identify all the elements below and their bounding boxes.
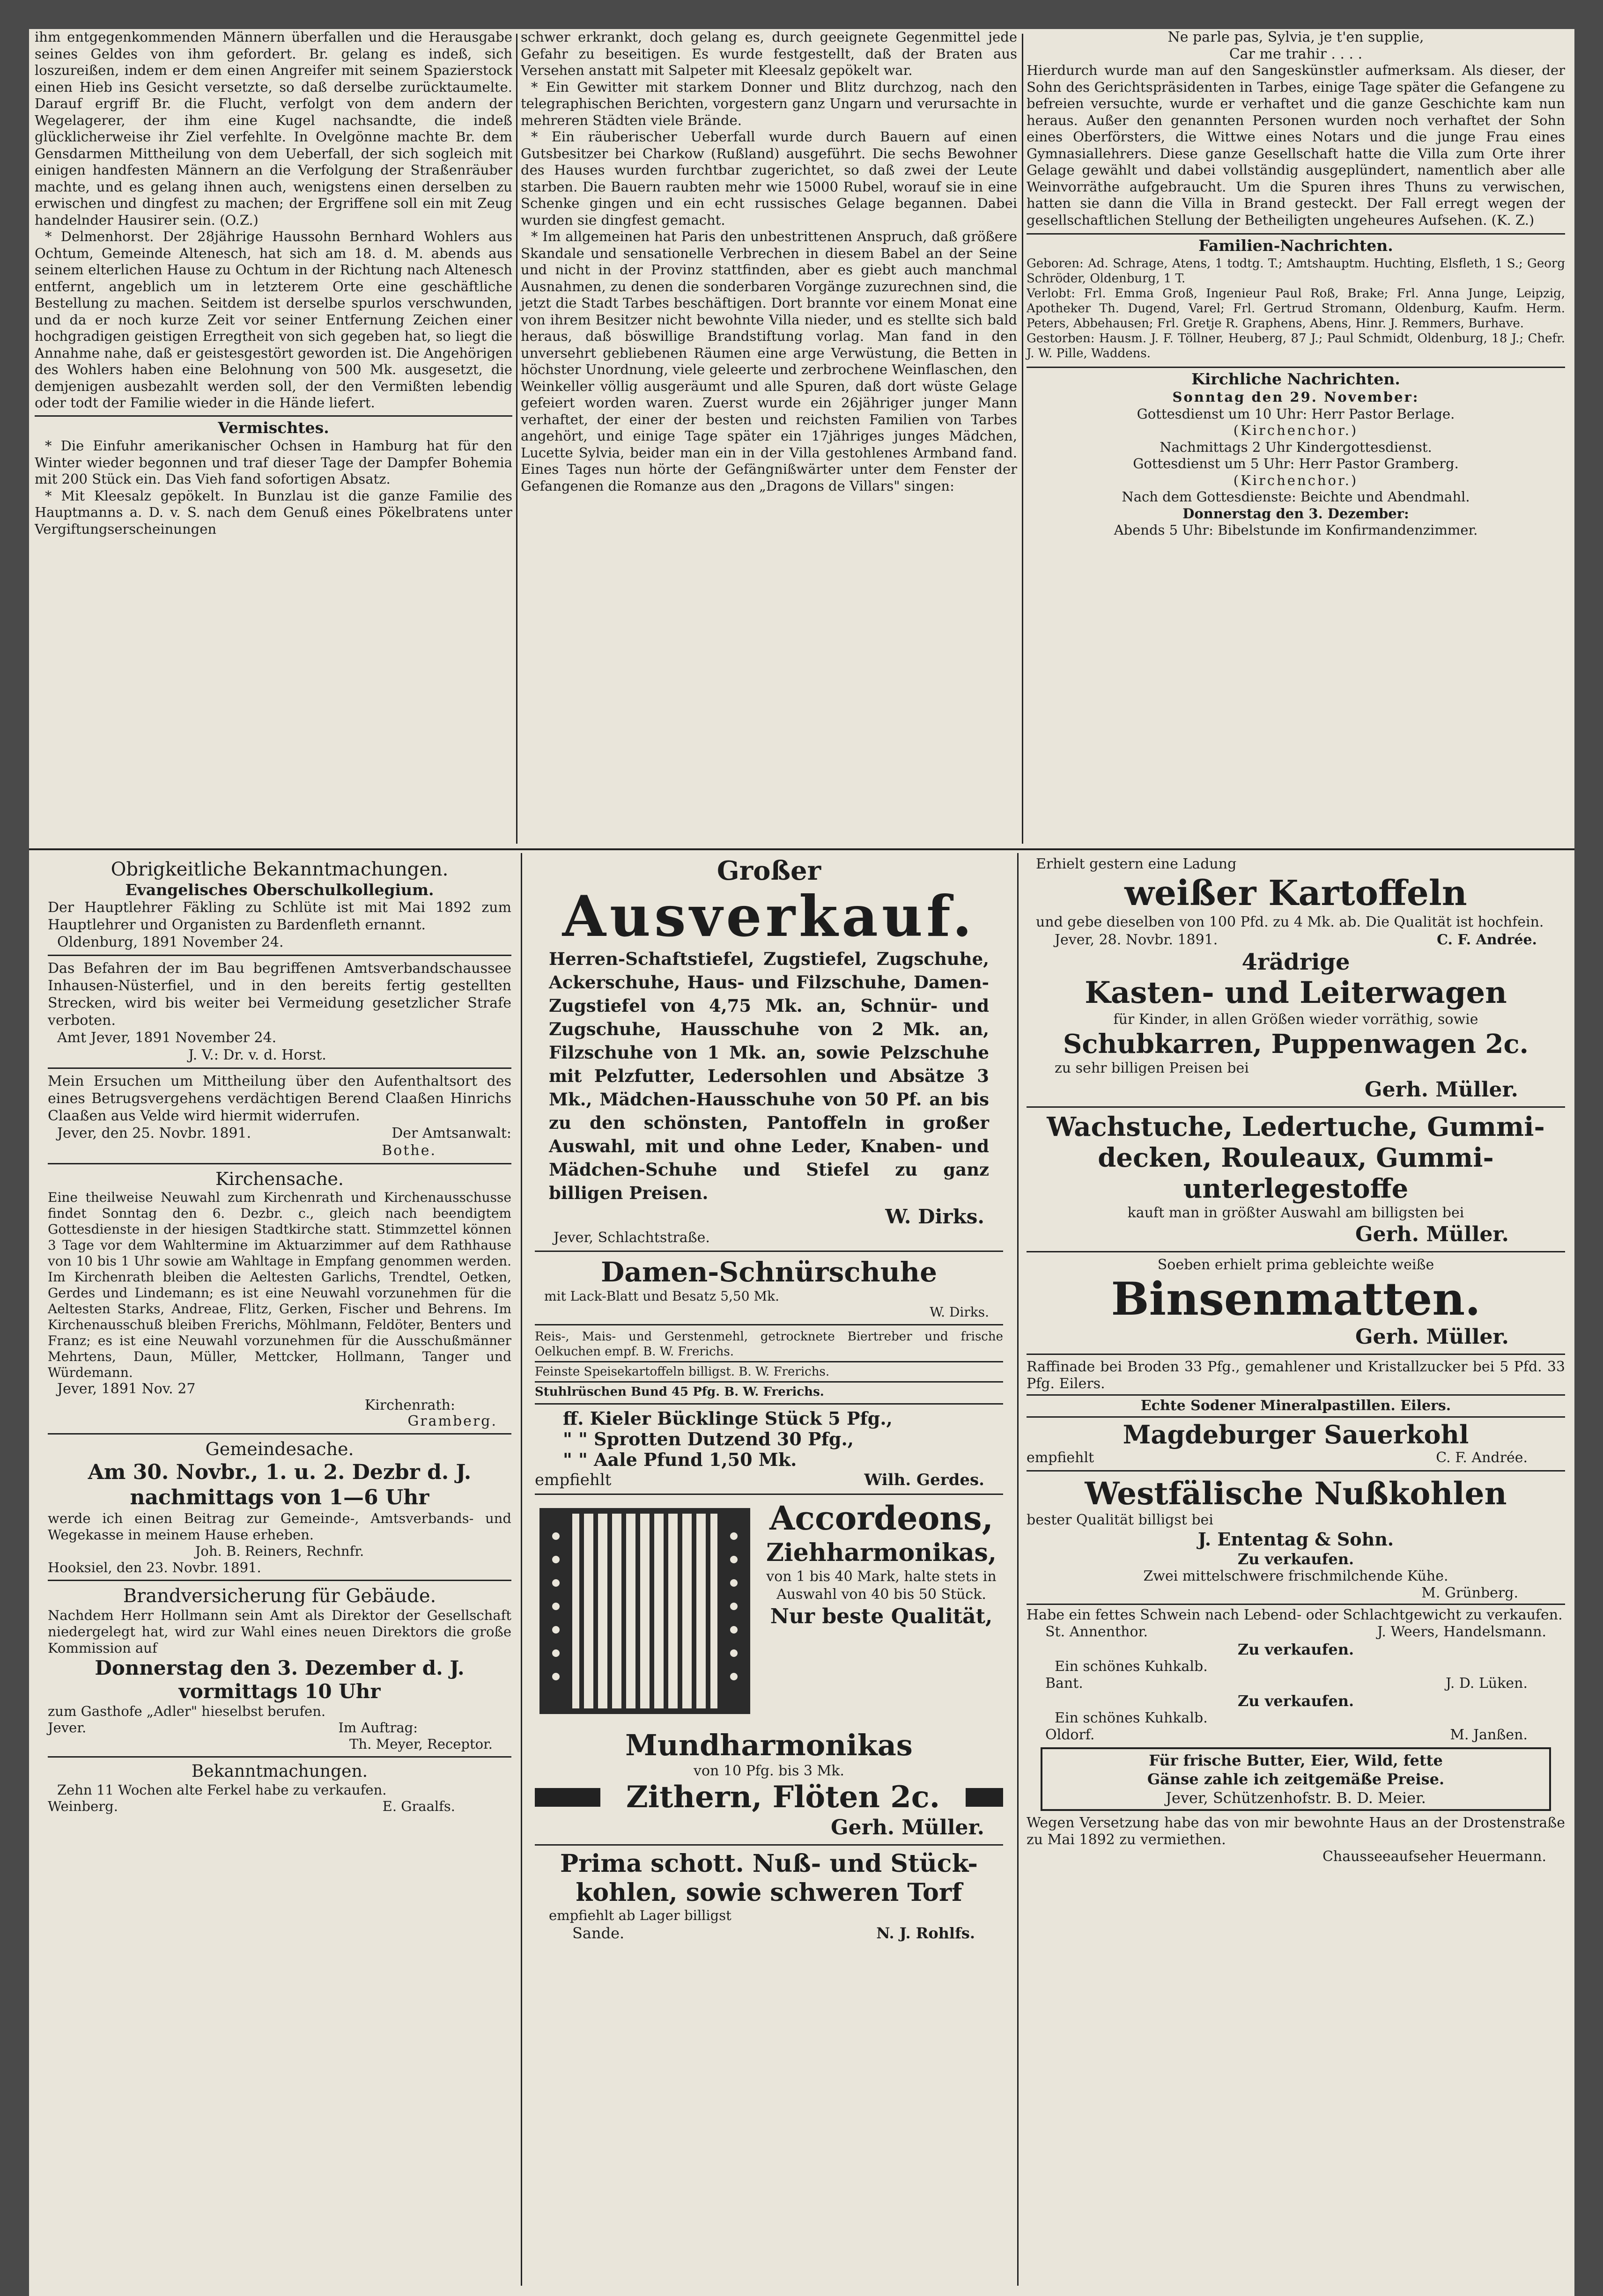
article-paragraph: Hierdurch wurde man auf den Sangeskünstler aufmerksam. Als dieser, der Sohn des Gerichtspräsidenten in Tarbes, einige Tage später die Gefangene zu befreien versuchte, wurde er verhaftet und die ganze Geschichte kam nun heraus. Außer den genannten Personen wurden noch verhaftet der Sohn eines Oberförsters, die Wittwe eines Notars und die junge Frau eines Gymnasiallehrers. Diese ganze Gesellschaft hatte die Villa zum Orte ihrer Gelage gewählt und dabei vollständig ausgeplündert, namentlich aber alle Weinvorräthe aufgebraucht. Um die Spuren ihres Thuns zu verwischen, hatten sie dann die Villa in Brand gesteckt. Der Fall erregt wegen der gesellschaftlichen Stellung der Betheiligten ungeheures Aufsehen. (K. Z.) [1027,62,1565,228]
quality-text: Nur beste Qualität, [770,1604,993,1628]
prima-text: empfiehlt ab Lager billigst [549,1907,731,1923]
prima-title-2: kohlen, sowie schweren Torf [576,1878,962,1907]
ev-date: Oldenburg, 1891 November 24. [57,934,284,950]
zieh-title: Ziehharmonikas, [766,1538,997,1567]
schubkarren-text: zu sehr billigen Preisen bei [1055,1060,1249,1076]
ausverkauf-title: Ausverkauf. [562,883,976,949]
church-line: (Kirchenchor.) [1233,422,1359,438]
dirks-place: Jever, Schlachtstraße. [554,1229,710,1246]
prima-sign: N. J. Rohlfs. [876,1924,975,1942]
article-paragraph: * Ein Gewitter mit starkem Donner und Blitz durchzog, nach den telegraphischen Berichten, vorgestern ganz Ungarn und verursachte in mehreren Städten viele Brände. [521,79,1017,128]
church-line: (Kirchenchor.) [1233,472,1359,488]
wachstuche-title-2: decken, Rouleaux, Gummi- [1098,1142,1494,1173]
gemeindesache-heading: Gemeindesache. [205,1439,354,1459]
kirchensache-heading: Kirchensache. [215,1169,344,1189]
kirchensache-sign: Kirchenrath: [364,1397,455,1413]
column-rule [516,34,517,844]
accordeons-title: Accordeons, [769,1499,993,1538]
amt-date: Amt Jever, 1891 November 24. [57,1030,277,1046]
schwein-text: Habe ein fettes Schwein nach Lebend- oder Schlachtgewicht zu verkaufen. [1027,1607,1563,1623]
ersuchen-sign: Der Amtsanwalt: [392,1125,511,1141]
decorative-bar [535,1788,600,1807]
verkaufen-heading: Zu verkaufen. [1237,1550,1354,1568]
verkaufen-sign: J. D. Lüken. [1446,1675,1528,1692]
kartoffeln-sign: C. F. Andrée. [1437,932,1537,948]
article-paragraph: ihm entgegenkommenden Männern überfallen und die Herausgabe seines Geldes von ihm gefordert. Br. gelang es indeß, sich loszureißen, indem er dem einen Angreifer mit seinem Spazierstock einen Hieb ins Gesicht versetzte, so daß derselbe zurücktaumelte. Darauf ergriff Br. die Flucht, verfolgt von dem andern der Wegelagerer, der ihm eine Kugel nachsandte, die indeß glücklicherweise ihr Ziel verfehlte. In Ovelgönne machte Br. dem Gensdarmen Mittheilung von dem Ueberfall, der sich sogleich mit einigen handfesten Männern an die Verfolgung der Straßenräuber machte, und es gelang ihnen auch, wenigstens einen derselben zu erwischen und dingfest zu machen; der Ergriffene soll ein mit Zeug handelnder Hausirer sein. (O.Z.) [35,29,512,228]
kirchensache-sign-name: Gramberg. [407,1413,497,1429]
official-announcements-heading: Obrigkeitliche Bekanntmachungen. [111,859,449,880]
wachstuche-text: kauft man in größter Auswahl am billigsten bei [1127,1205,1464,1221]
decorative-bar [966,1788,1003,1807]
poem-line: Ne parle pas, Sylvia, je t'en supplie, [1167,29,1424,45]
dirks-sign: W. Dirks. [885,1205,984,1228]
verkaufen-sign: M. Grünberg. [1421,1585,1518,1601]
article-paragraph: * Ein räuberischer Ueberfall wurde durch Bauern auf einen Gutsbesitzer bei Charkow (Rußland) ausgeführt. Die sechs Bewohner des Hauses wurden furchtbar zugerichtet, so daß zwei der Leute starben. Die Bauern raubten mehr wie 15000 Rubel, worauf sie in eine Schenke gingen und ein echt russisches Gelage begannen. Dabei wurden sie dingfest gemacht. [521,129,1017,228]
kartoffeln-title: weißer Kartoffeln [1124,873,1467,913]
family-deaths: Gestorben: Hausm. J. F. Töllner, Heuberg, 87 J.; Paul Schmidt, Oldenburg, 18 J.; Chefr. J. W. Pille, Waddens. [1027,331,1565,361]
family-births: Geboren: Ad. Schrage, Atens, 1 todtg. T.; Amtshauptm. Huchting, Elsfleth, 1 S.; Georg Schröder, Oldenburg, 1 T. [1027,256,1565,286]
accordion-ad [535,1499,1003,1742]
sauerkohl-title: Magdeburger Sauerkohl [1123,1420,1469,1450]
article-paragraph: * Mit Kleesalz gepökelt. In Bunzlau ist die ganze Familie des Hauptmanns a. D. v. S. nach dem Genuß eines Pökelbratens unter Vergiftungserscheinungen [35,487,512,537]
verkaufen-place: Oldorf. [1045,1727,1095,1743]
schwein-place: St. Annenthor. [1045,1624,1148,1640]
mueller-sign: Gerh. Müller. [1355,1325,1509,1349]
church-line: Gottesdienst um 5 Uhr: Herr Pastor Gramberg. [1133,456,1459,471]
article-paragraph: * Delmenhorst. Der 28jährige Haussohn Bernhard Wohlers aus Ochtum, Gemeinde Altenesch, hat sich am 18. d. M. abends aus seinem elterlichen Hause zu Ochtum in der Richtung nach Altenesch entfernt, angeblich um in letzterem Orte eine geschäftliche Bestellung zu machen. Seitdem ist derselbe spurlos verschwunden, und da er noch kurze Zeit vor seiner Entfernung Zeichen einer hochgradigen geistigen Erregtheit von sich gegeben hat, so liegt die Annahme nahe, daß er geistesgestört geworden ist. Die Angehörigen des Wohlers haben eine Belohnung von 500 Mk. ausgesetzt, die demjenigen ausbezahlt werden soll, der den Vermißten lebendig oder todt der Familie wieder in die Hände liefert. [35,228,512,411]
raedrige-title: 4rädrige [1241,949,1350,975]
top-column-2 [521,29,1017,494]
church-line: Abends 5 Uhr: Bibelstunde im Konfirmandenzimmer. [1114,522,1478,538]
kieler-line: ff. Kieler Bücklinge Stück 5 Pfg., [563,1408,893,1429]
gemeindesache-text: werde ich einen Beitrag zur Gemeinde-, Amtsverbands- und Wegekasse in meinem Hause erheben. [48,1510,511,1543]
wachstuche-title-3: unterlegestoffe [1183,1173,1409,1204]
ersuchen-sign-name: Bothe. [382,1142,436,1159]
gemeindesache-sign: Joh. B. Reiners, Rechnfr. [195,1543,364,1559]
bekanntmachungen-heading: Bekanntmachungen. [191,1762,368,1781]
kartoffeln-text: und gebe dieselben von 100 Pfd. zu 4 Mk. ab. Die Qualität ist hochfein. [1036,914,1544,930]
church-line: Nachmittags 2 Uhr Kindergottesdienst. [1160,439,1432,455]
reis-text: Reis-, Mais- und Gerstenmehl, getrocknete Biertreber und frische Oelkuchen empf. B. W. Frerichs. [535,1330,1003,1359]
ausverkauf-text: Herren-Schaftstiefel, Zugstiefel, Zugschuhe, Ackerschuhe, Haus- und Filzschuhe, Damen-Zugstiefel von 4,75 Mk. an, Schnür- und Zugschuhe, Hausschuhe von 2 Mk. an, Filzschuhe von 1 Mk. an, sowie Pelzschuhe mit Pelzfutter, Ledersohlen und Absätze 3 Mk., Mädchen-Hausschuhe von 50 Pf. an bis zu den schönsten, Pantoffeln in großer Auswahl, mit und ohne Leder, Knaben- und Mädchen-Schuhe und Stiefel zu ganz billigen Preisen. [549,949,989,1203]
nusskohlen-text: bester Qualität billigst bei [1027,1512,1213,1528]
sauerkohl-sign: C. F. Andrée. [1436,1450,1528,1466]
schwein-sign: J. Weers, Handelsmann. [1377,1624,1546,1640]
verkaufen-heading: Zu verkaufen. [1237,1692,1354,1710]
kieler-sign: Wilh. Gerdes. [864,1471,984,1489]
brand-place: Jever. [48,1720,87,1736]
stuhl-text: Stuhlrüschen Bund 45 Pfg. B. W. Frerichs. [535,1385,824,1399]
church-line: Gottesdienst um 10 Uhr: Herr Pastor Berlage. [1137,405,1455,422]
column-rule [1017,853,1019,2286]
prima-place: Sande. [572,1924,625,1942]
versetzung-text: Wegen Versetzung habe das von mir bewohnte Haus an der Drostenstraße zu Mai 1892 zu vermiethen. [1027,1815,1565,1848]
nusskohlen-sign: J. Ententag & Sohn. [1197,1529,1394,1550]
verkaufen-text: Ein schönes Kuhkalb. [1055,1710,1208,1726]
bekannt-sign: E. Graalfs. [382,1798,455,1814]
ersuchen-date: Jever, den 25. Novbr. 1891. [57,1125,251,1141]
nusskohlen-title: Westfälische Nußkohlen [1085,1475,1507,1512]
gemeindesache-place: Hooksiel, den 23. Novbr. 1891. [48,1560,261,1575]
article-paragraph: * Die Einfuhr amerikanischer Ochsen in Hamburg hat für den Winter wieder begonnen und traf dieser Tage der Dampfer Bohemia mit 200 Stück ein. Das Vieh fand sofortigen Absatz. [35,438,512,487]
brand-heading: Brandversicherung für Gebäude. [123,1585,436,1607]
butter-line: Für frische Butter, Eier, Wild, fette [1149,1751,1443,1769]
mueller-sign: Gerh. Müller. [1365,1078,1518,1102]
amt-sign: J. V.: Dr. v. d. Horst. [188,1047,326,1063]
brand-sign: Im Auftrag: [338,1720,418,1736]
section-heading-church: Kirchliche Nachrichten. [1191,369,1400,388]
ads-column-left [48,858,511,1815]
kartoffeln-date: Jever, 28. Novbr. 1891. [1055,932,1218,948]
church-line: Donnerstag den 3. Dezember: [1182,505,1409,522]
binsen-title: Binsenmatten. [1111,1273,1481,1325]
verkaufen-heading: Zu verkaufen. [1237,1641,1354,1658]
soden-text: Echte Sodener Mineralpastillen. Eilers. [1140,1398,1451,1414]
mundharmonikas-title: Mundharmonikas [625,1728,913,1762]
gemeindesache-date: Am 30. Novbr., 1. u. 2. Dezbr d. J. [88,1460,472,1484]
butter-ad-box [1041,1747,1551,1811]
brand-text: Nachdem Herr Hollmann sein Amt als Direktor der Gesellschaft niedergelegt hat, wird zur Wahl eines neuen Direktors die große Kommission auf [48,1607,511,1656]
family-engagements: Verlobt: Frl. Emma Groß, Ingenieur Paul Roß, Brake; Frl. Anna Junge, Leipzig, Apotheker Th. Dugend, Varel; Frl. Gertrud Stromann, Oldenburg, Kaufm. Herm. Peters, Abbehausen; Frl. Gretje R. Graphens, Abens, Hinr. J. Remmers, Burhave. [1027,286,1565,331]
church-line: Sonntag den 29. November: [1172,389,1419,405]
section-divider [29,848,1574,850]
ads-column-middle [535,855,1003,1943]
kieler-empfiehlt: empfiehlt [535,1471,612,1489]
ausverkauf-pre: Großer [717,855,821,886]
top-column-3 [1027,29,1565,539]
kartoffeln-intro: Erhielt gestern eine Ladung [1036,856,1237,872]
mueller-sign: Gerh. Müller. [831,1816,984,1840]
kasten-title: Kasten- und Leiterwagen [1085,975,1507,1010]
ads-column-right [1027,855,1565,1865]
brand-date: Donnerstag den 3. Dezember d. J. [95,1656,465,1679]
kirchensache-text: Eine theilweise Neuwahl zum Kirchenrath und Kirchenausschusse findet Sonntag den 6. Dezbr. c., gleich nach beendigtem Gottesdienste in der hiesigen Stadtkirche statt. Stimmzettel können 3 Tage vor dem Wahltermine im Aktuarzimmer auf dem Rathhause von 10 bis 1 Uhr sowie am Wahltage in Empfang genommen werden. Im Kirchenrath bleiben die Aeltesten Garlichs, Trendtel, Oetken, Gerdes und Lindemann; es ist eine Neuwahl vorzunehmen für die Aeltesten Starks, Andreae, Flitz, Gerken, Fischer und Behrens. Im Kirchenausschuß bleiben Frerichs, Möhlmann, Feldöter, Benters und Franz; es ist eine Neuwahl vorzunehmen für die Ausschußmänner Mehrtens, Daun, Müller, Mettcker, Hollmann, Tanger und Würdemann. [48,1190,511,1380]
schubkarren-title: Schubkarren, Puppenwagen 2c. [1063,1029,1529,1060]
brand-sign-name: Th. Meyer, Receptor. [349,1736,493,1752]
damen-sign: W. Dirks. [930,1304,989,1320]
damen-title: Damen-Schnürschuhe [600,1256,938,1288]
butter-line: Gänse zahle ich zeitgemäße Preise. [1147,1770,1445,1788]
kieler-line: " " Sprotten Dutzend 30 Pfg., [563,1428,854,1450]
top-column-1 [35,29,512,537]
zithern-title: Zithern, Flöten 2c. [626,1780,940,1815]
brand-time: vormittags 10 Uhr [178,1680,381,1703]
verkaufen-sign: M. Janßen. [1450,1727,1528,1743]
kasten-text: für Kinder, in allen Größen wieder vorräthig, sowie [1113,1011,1478,1028]
versetzung-sign: Chausseeaufseher Heuermann. [1322,1848,1546,1865]
accordeons-text: von 1 bis 40 Mark, halte stets in Auswahl von 40 bis 50 Stück. [766,1568,997,1603]
wachstuche-title-1: Wachstuche, Ledertuche, Gummi- [1047,1111,1545,1142]
column-rule [521,853,522,2286]
mundharmonikas-text: von 10 Pfg. bis 3 Mk. [694,1763,844,1779]
kirchensache-date: Jever, 1891 Nov. 27 [57,1381,196,1397]
section-heading-vermischtes: Vermischtes. [218,418,329,437]
ev-heading: Evangelisches Oberschulkollegium. [125,881,434,899]
damen-text: mit Lack-Blatt und Besatz 5,50 Mk. [544,1288,779,1304]
sauerkohl-empfiehlt: empfiehlt [1027,1450,1094,1466]
ev-text: Der Hauptlehrer Fäkling zu Schlüte ist mit Mai 1892 zum Hauptlehrer und Organisten zu Bardenfleth ernannt. [48,899,511,933]
raffinade-text: Raffinade bei Broden 33 Pfg., gemahlener und Kristallzucker bei 5 Pfd. 33 Pfg. Eilers. [1027,1359,1565,1392]
church-line: Nach dem Gottesdienste: Beichte und Abendmahl. [1122,489,1470,505]
mueller-sign: Gerh. Müller. [1355,1222,1509,1246]
bekannt-text: Zehn 11 Wochen alte Ferkel habe zu verkaufen. [57,1782,387,1798]
accordion-illustration [535,1499,755,1723]
verkaufen-place: Bant. [1045,1675,1083,1692]
newspaper-page [29,29,1574,2296]
kieler-line: " " Aale Pfund 1,50 Mk. [563,1449,797,1470]
bekannt-place: Weinberg. [48,1798,118,1814]
verkaufen-text: Zwei mittelschwere frischmilchende Kühe. [1143,1568,1448,1584]
section-heading-family: Familien-Nachrichten. [1198,236,1393,255]
article-paragraph: schwer erkrankt, doch gelang es, durch geeignete Gegenmittel jede Gefahr zu beseitigen. Es wurde festgestellt, daß der Braten aus Versehen anstatt mit Salpeter mit Kleesalz gepökelt war. [521,29,1017,78]
binsen-intro: Soeben erhielt prima gebleichte weiße [1157,1257,1434,1273]
poem-line: Car me trahir . . . . [1229,45,1363,62]
amt-text: Das Befahren der im Bau begriffenen Amtsverbandschaussee Inhausen-Nüsterfiel, und in den bereits fertig gestellten Strecken, wird bis weiter bei Vermeidung gesetzlicher Strafe verboten. [48,960,511,1029]
butter-line: Jever, Schützenhofstr. B. D. Meier. [1166,1789,1426,1807]
column-rule [1022,34,1023,844]
gemeindesache-time: nachmittags von 1—6 Uhr [130,1486,429,1509]
prima-title-1: Prima schott. Nuß- und Stück- [560,1849,978,1878]
article-paragraph: * Im allgemeinen hat Paris den unbestrittenen Anspruch, daß größere Skandale und sensationelle Verbrechen in diesem Babel an der Seine und nicht in der Provinz stattfinden, aber es giebt auch manchmal Ausnahmen, zu denen die sonderbaren Vorgänge zuzurechnen sind, die jetzt die Stadt Tarbes beschäftigen. Dort brannte vor einem Monat eine von ihrem Besitzer nicht bewohnte Villa nieder, und es stellte sich bald heraus, daß böswillige Brandstiftung vorlag. Man fand in den unversehrt gebliebenen Räumen eine arge Verwüstung, die Betten in höchster Unordnung, viele geleerte und zerbrochene Weinflaschen, den Weinkeller völlig ausgeräumt und alle Spuren, daß dort wüste Gelage gefeiert worden waren. Zuerst wurde ein 26jähriger junger Mann verhaftet, der einer der besten und reichsten Familien von Tarbes angehört, und einige Tage später ein 17jähriges junges Mädchen, Lucette Sylvia, beider man ein in der Villa gestohlenes Armband fand. Eines Tages nun hörte der Gefängnißwärter unter dem Fenster der Gefangenen die Romanze aus den „Dragons de Villars" singen: [521,228,1017,494]
ersuchen-text: Mein Ersuchen um Mittheilung über den Aufenthaltsort des eines Betrugsvergehens verdächtigen Berend Claaßen Hinrichs Claaßen aus Velde wird hiermit widerrufen. [48,1073,511,1124]
speise-text: Feinste Speisekartoffeln billigst. B. W. Frerichs. [535,1365,830,1379]
brand-text2: zum Gasthofe „Adler" hieselbst berufen. [48,1703,326,1719]
verkaufen-text: Ein schönes Kuhkalb. [1055,1658,1208,1675]
